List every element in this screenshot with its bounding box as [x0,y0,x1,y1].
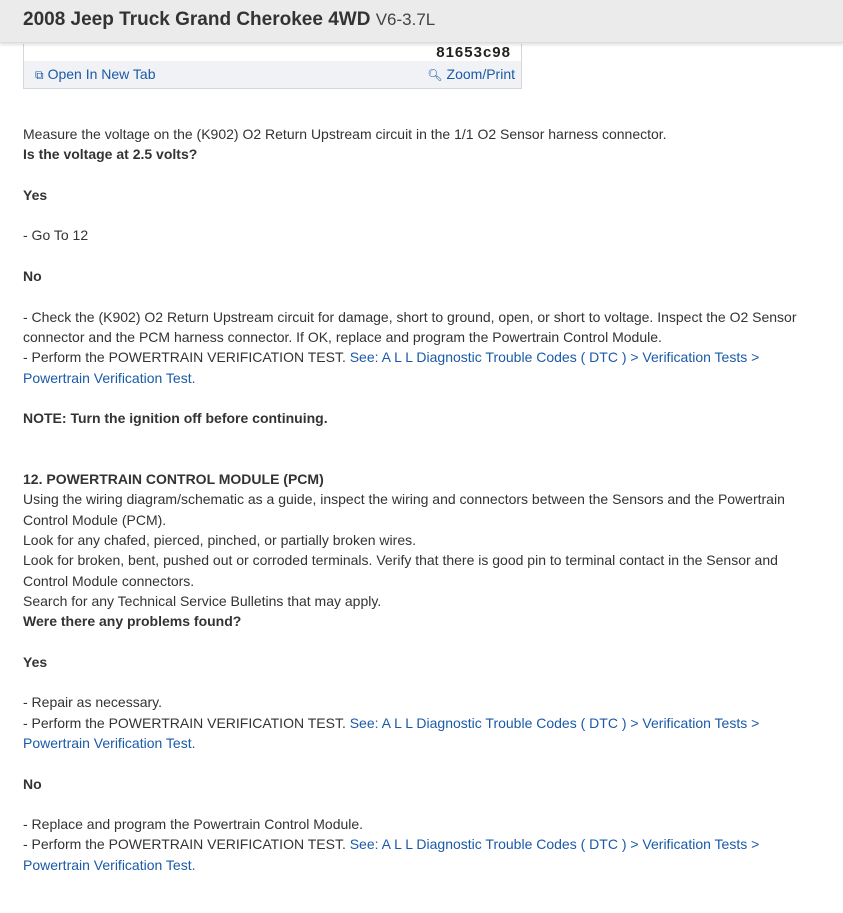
zoom-print-link[interactable] [427,66,515,82]
step-heading: 12. POWERTRAIN CONTROL MODULE (PCM) [23,471,324,488]
zoom-label: Zoom/Print [446,66,515,82]
procedure-content [23,124,803,875]
no-action: - Replace and program the Powertrain Control Module. [23,816,364,833]
verification-action [23,834,803,875]
action-text: - Perform the POWERTRAIN VERIFICATION TEST. [23,714,350,731]
verification-action [23,713,803,754]
instruction: Measure the voltage on the (K902) O2 Return Upstream circuit in the 1/1 O2 Sensor harness connector. [23,126,667,142]
no-action: - Check the (K902) O2 Return Upstream circuit for damage, short to ground, open, or short to voltage. Inspect the O2 Sensor connector and the PCM harness connector. If OK, replace and program the Powertrain Control Module. [23,308,797,345]
vehicle-title [23,9,435,31]
open-label: Open In New Tab [47,66,156,82]
page-header [0,0,843,43]
diagram-figure [23,44,522,89]
figure-code: 81653c98 [436,44,511,61]
yes-label: Yes [23,186,48,203]
verification-test-link[interactable]: See: A L L Diagnostic Trouble Codes ( DTC ) > Verification Tests > Powertrain Verification Test. [23,349,760,386]
note: NOTE: Turn the ignition off before continuing. [23,410,328,427]
question [23,144,803,164]
yes-label: Yes [23,653,48,670]
open-new-tab-icon: ⧉ [35,68,44,82]
figure-toolbar [24,61,521,88]
yes-action: - Repair as necessary. [23,694,163,711]
action-text: - Perform the POWERTRAIN VERIFICATION TEST. [23,836,350,853]
action-text: - Perform the POWERTRAIN VERIFICATION TEST. [23,349,350,366]
yes-action: - Go To 12 [23,227,89,244]
question: Were there any problems found? [23,613,242,630]
instruction: Look for broken, bent, pushed out or corroded terminals. Verify that there is good pin to terminal contact in the Sensor and Control Module connectors. [23,552,778,589]
no-label: No [23,268,42,285]
instruction: Search for any Technical Service Bulletins that may apply. [23,592,382,609]
magnifier-plus-icon: 🔍︎ [427,68,443,82]
instruction: Look for any chafed, pierced, pinched, or partially broken wires. [23,531,416,548]
vehicle-name: 2008 Jeep Truck Grand Cherokee 4WD [23,9,371,30]
verification-test-link[interactable]: See: A L L Diagnostic Trouble Codes ( DTC ) > Verification Tests > Powertrain Verification Test. [23,836,760,873]
no-label: No [23,775,42,792]
verification-action [23,347,803,388]
engine-label: V6-3.7L [375,10,436,29]
instruction: Using the wiring diagram/schematic as a guide, inspect the wiring and connectors between the Sensors and the Powertrain Control Module (PCM). [23,491,785,528]
question-text: Is the voltage at 2.5 volts? [23,146,198,163]
verification-test-link[interactable]: See: A L L Diagnostic Trouble Codes ( DTC ) > Verification Tests > Powertrain Verification Test. [23,714,760,751]
open-in-new-tab-link[interactable] [35,66,156,83]
